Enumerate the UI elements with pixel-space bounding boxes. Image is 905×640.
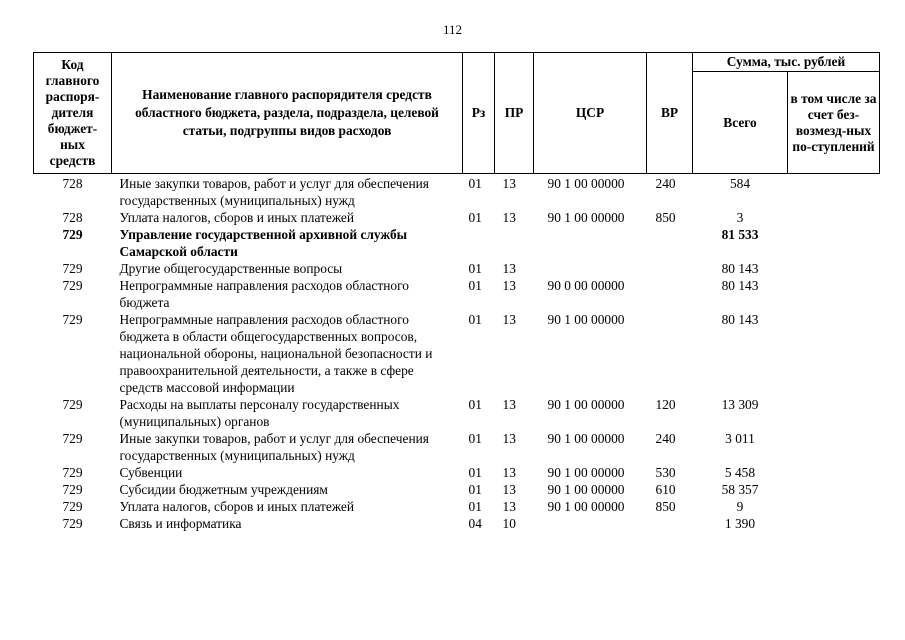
table-row [34, 209, 880, 226]
row-name: Расходы на выплаты персоналу государственных (муниципальных) органов [119, 397, 400, 429]
row-free [788, 481, 880, 498]
row-free [788, 226, 880, 260]
row-total: 80 143 [721, 278, 759, 293]
row-total: 3 [736, 210, 744, 225]
row-name: Связь и информатика [119, 516, 242, 531]
row-total: 9 [736, 499, 744, 514]
row-vr: 240 [655, 176, 676, 191]
row-code: 729 [62, 397, 83, 412]
row-rz: 01 [468, 176, 482, 191]
row-total: 1 390 [724, 516, 756, 531]
table-row [34, 430, 880, 464]
row-csr: 90 1 00 00000 [547, 465, 625, 480]
row-name: Непрограммные направления расходов областного бюджета в области общегосударственных вопросов, национальной обороны, национальной безопасности и правоохранительной деятельности, а также в сфере средств массовой информации [119, 312, 433, 395]
row-rz [463, 226, 495, 260]
row-vr: 850 [655, 210, 676, 225]
row-total: 13 309 [721, 397, 759, 412]
row-vr: 850 [655, 499, 676, 514]
page-number: 112 [442, 22, 463, 37]
table-row [34, 174, 880, 210]
row-free [788, 430, 880, 464]
row-code: 729 [62, 499, 83, 514]
header-code: Код главного распоря-дителя бюджет-ных средств [34, 53, 112, 174]
row-code: 729 [62, 482, 83, 497]
row-csr: 90 1 00 00000 [547, 397, 625, 412]
row-vr: 610 [655, 482, 676, 497]
row-name: Уплата налогов, сборов и иных платежей [119, 210, 355, 225]
table-row [34, 226, 880, 260]
row-code: 728 [62, 176, 83, 191]
row-vr [647, 311, 693, 396]
row-free [788, 464, 880, 481]
row-code: 729 [62, 431, 83, 446]
row-csr: 90 1 00 00000 [547, 210, 625, 225]
row-rz: 01 [468, 261, 482, 276]
row-rz: 01 [468, 210, 482, 225]
header-free: в том числе за счет без-возмезд-ных по-ступлений [788, 72, 880, 174]
row-pr: 13 [502, 431, 516, 446]
row-free [788, 311, 880, 396]
row-vr [647, 515, 693, 532]
header-total: Всего [693, 72, 788, 174]
row-name: Непрограммные направления расходов областного бюджета [119, 278, 409, 310]
header-rz: Рз [463, 53, 495, 174]
row-name: Субвенции [119, 465, 183, 480]
row-rz: 01 [468, 465, 482, 480]
row-total: 81 533 [721, 227, 759, 242]
row-name: Субсидии бюджетным учреждениям [119, 482, 328, 497]
row-free [788, 498, 880, 515]
row-csr: 90 1 00 00000 [547, 431, 625, 446]
budget-table [33, 52, 880, 532]
row-vr: 240 [655, 431, 676, 446]
row-total: 80 143 [721, 261, 759, 276]
row-free [788, 396, 880, 430]
row-rz: 01 [468, 499, 482, 514]
row-pr: 13 [502, 397, 516, 412]
table-row [34, 260, 880, 277]
row-pr: 13 [502, 278, 516, 293]
row-pr: 13 [502, 499, 516, 514]
row-csr [534, 226, 647, 260]
header-pr: ПР [495, 53, 534, 174]
row-rz: 01 [468, 431, 482, 446]
row-vr [647, 277, 693, 311]
row-pr [495, 226, 534, 260]
row-total: 5 458 [724, 465, 756, 480]
row-total: 3 011 [725, 431, 755, 446]
row-free [788, 277, 880, 311]
row-vr [647, 260, 693, 277]
row-vr: 530 [655, 465, 676, 480]
row-pr: 13 [502, 176, 516, 191]
row-rz: 01 [468, 482, 482, 497]
row-pr: 13 [502, 465, 516, 480]
table-row [34, 277, 880, 311]
row-csr [534, 260, 647, 277]
row-name: Уплата налогов, сборов и иных платежей [119, 499, 355, 514]
row-csr: 90 1 00 00000 [547, 499, 625, 514]
row-pr: 13 [502, 210, 516, 225]
header-sum: Сумма, тыс. рублей [693, 53, 880, 72]
row-pr: 13 [502, 261, 516, 276]
row-name: Управление государственной архивной службы Самарской области [119, 227, 408, 259]
row-free [788, 174, 880, 210]
row-free [788, 515, 880, 532]
row-total: 80 143 [721, 312, 759, 327]
row-code: 729 [62, 261, 83, 276]
header-vr: ВР [647, 53, 693, 174]
row-total: 58 357 [721, 482, 759, 497]
table-header [34, 53, 880, 174]
table-row [34, 481, 880, 498]
table-row [34, 498, 880, 515]
row-free [788, 260, 880, 277]
table-row [34, 396, 880, 430]
row-csr: 90 1 00 00000 [547, 312, 625, 327]
row-csr: 90 1 00 00000 [547, 176, 625, 191]
row-rz: 04 [468, 516, 482, 531]
row-code: 729 [62, 312, 83, 327]
row-pr: 13 [502, 482, 516, 497]
row-csr: 90 0 00 00000 [547, 278, 625, 293]
table-row [34, 515, 880, 532]
row-name: Иные закупки товаров, работ и услуг для обеспечения государственных (муниципальных) нужд [119, 431, 429, 463]
row-csr: 90 1 00 00000 [547, 482, 625, 497]
row-rz: 01 [468, 312, 482, 327]
row-vr: 120 [655, 397, 676, 412]
row-total: 584 [729, 176, 751, 191]
header-csr: ЦСР [534, 53, 647, 174]
row-pr: 10 [502, 516, 516, 531]
row-rz: 01 [468, 278, 482, 293]
row-vr [647, 226, 693, 260]
row-rz: 01 [468, 397, 482, 412]
row-code: 729 [62, 465, 83, 480]
row-code: 729 [62, 278, 83, 293]
row-code: 729 [62, 516, 83, 531]
row-csr [534, 515, 647, 532]
row-code: 729 [62, 227, 83, 242]
table-row [34, 311, 880, 396]
table-row [34, 464, 880, 481]
row-code: 728 [62, 210, 83, 225]
row-free [788, 209, 880, 226]
header-name: Наименование главного распорядителя средств областного бюджета, раздела, подраздела, целевой статьи, подгруппы видов расходов [112, 53, 463, 174]
row-name: Другие общегосударственные вопросы [119, 261, 343, 276]
row-pr: 13 [502, 312, 516, 327]
row-name: Иные закупки товаров, работ и услуг для обеспечения государственных (муниципальных) нужд [119, 176, 429, 208]
table-body [34, 174, 880, 533]
